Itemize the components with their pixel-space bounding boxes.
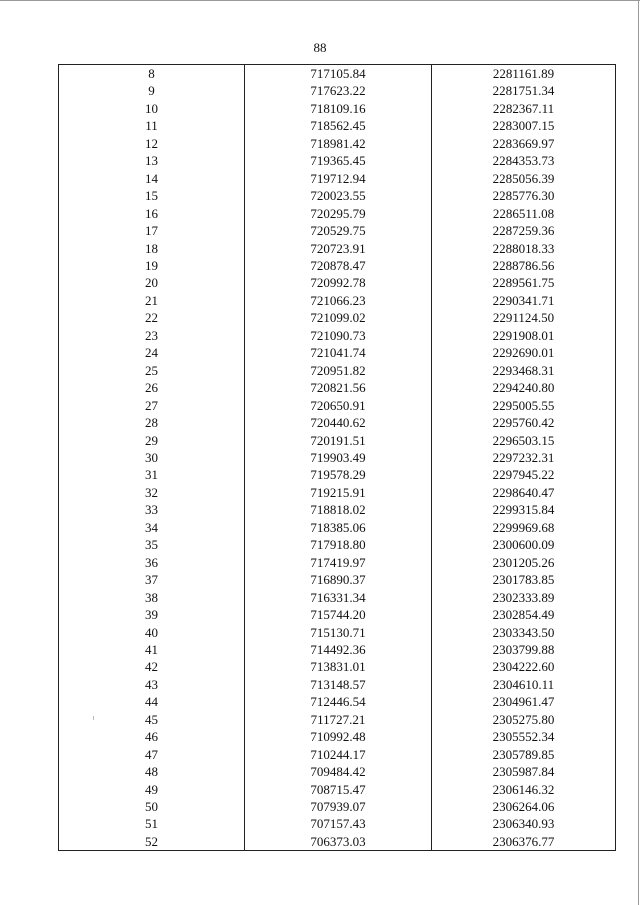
y-coordinate-cell: 2297945.22 — [432, 466, 616, 483]
x-coordinate-cell: 712446.54 — [245, 693, 432, 710]
point-number-cell: 13 — [59, 152, 245, 169]
point-number-cell: 30 — [59, 449, 245, 466]
y-coordinate-cell: 2306340.93 — [432, 815, 616, 832]
y-coordinate-cell: 2301205.26 — [432, 554, 616, 571]
point-number-cell: 14 — [59, 170, 245, 187]
x-coordinate-cell: 720529.75 — [245, 222, 432, 239]
point-number-cell: 16 — [59, 205, 245, 222]
point-number-cell: 45 — [59, 711, 245, 728]
point-number-cell: 8 — [59, 65, 245, 83]
y-coordinate-cell: 2297232.31 — [432, 449, 616, 466]
x-coordinate-cell: 720992.78 — [245, 274, 432, 291]
table-row — [59, 833, 616, 851]
table-row — [59, 641, 616, 658]
x-coordinate-cell: 707157.43 — [245, 815, 432, 832]
x-coordinate-cell: 719903.49 — [245, 449, 432, 466]
table-row — [59, 135, 616, 152]
y-coordinate-cell: 2304961.47 — [432, 693, 616, 710]
x-coordinate-cell: 708715.47 — [245, 781, 432, 798]
table-row — [59, 432, 616, 449]
point-number-cell: 23 — [59, 327, 245, 344]
x-coordinate-cell: 719578.29 — [245, 466, 432, 483]
x-coordinate-cell: 721090.73 — [245, 327, 432, 344]
y-coordinate-cell: 2282367.11 — [432, 100, 616, 117]
x-coordinate-cell: 709484.42 — [245, 763, 432, 780]
x-coordinate-cell: 711727.21 — [245, 711, 432, 728]
point-number-cell: 44 — [59, 693, 245, 710]
point-number-cell: 42 — [59, 658, 245, 675]
y-coordinate-cell: 2288018.33 — [432, 240, 616, 257]
point-number-cell: 28 — [59, 414, 245, 431]
table-row — [59, 624, 616, 641]
x-coordinate-cell: 718818.02 — [245, 501, 432, 518]
y-coordinate-cell: 2284353.73 — [432, 152, 616, 169]
y-coordinate-cell: 2288786.56 — [432, 257, 616, 274]
x-coordinate-cell: 718109.16 — [245, 100, 432, 117]
y-coordinate-cell: 2291124.50 — [432, 309, 616, 326]
table-row — [59, 589, 616, 606]
x-coordinate-cell: 715130.71 — [245, 624, 432, 641]
y-coordinate-cell: 2285056.39 — [432, 170, 616, 187]
x-coordinate-cell: 710244.17 — [245, 746, 432, 763]
table-row — [59, 170, 616, 187]
x-coordinate-cell: 719365.45 — [245, 152, 432, 169]
table-row — [59, 466, 616, 483]
y-coordinate-cell: 2295005.55 — [432, 397, 616, 414]
table-row — [59, 658, 616, 675]
point-number-cell: 12 — [59, 135, 245, 152]
point-number-cell: 32 — [59, 484, 245, 501]
y-coordinate-cell: 2305987.84 — [432, 763, 616, 780]
x-coordinate-cell: 720951.82 — [245, 362, 432, 379]
x-coordinate-cell: 719712.94 — [245, 170, 432, 187]
x-coordinate-cell: 720295.79 — [245, 205, 432, 222]
point-number-cell: 21 — [59, 292, 245, 309]
y-coordinate-cell: 2306376.77 — [432, 833, 616, 851]
table-row — [59, 763, 616, 780]
x-coordinate-cell: 715744.20 — [245, 606, 432, 623]
table-row — [59, 746, 616, 763]
y-coordinate-cell: 2283669.97 — [432, 135, 616, 152]
table-row — [59, 693, 616, 710]
y-coordinate-cell: 2302333.89 — [432, 589, 616, 606]
x-coordinate-cell: 720440.62 — [245, 414, 432, 431]
point-number-cell: 40 — [59, 624, 245, 641]
x-coordinate-cell: 720878.47 — [245, 257, 432, 274]
x-coordinate-cell: 717105.84 — [245, 65, 432, 83]
point-number-cell: 31 — [59, 466, 245, 483]
point-number-cell: 47 — [59, 746, 245, 763]
point-number-cell: 27 — [59, 397, 245, 414]
table-row — [59, 117, 616, 134]
y-coordinate-cell: 2300600.09 — [432, 536, 616, 553]
point-number-cell: 33 — [59, 501, 245, 518]
point-number-cell: 35 — [59, 536, 245, 553]
point-number-cell: 9 — [59, 82, 245, 99]
point-number-cell: 39 — [59, 606, 245, 623]
coordinate-table-container — [58, 64, 615, 851]
y-coordinate-cell: 2286511.08 — [432, 205, 616, 222]
x-coordinate-cell: 713148.57 — [245, 676, 432, 693]
point-number-cell: 37 — [59, 571, 245, 588]
table-row — [59, 554, 616, 571]
point-number-cell: 11 — [59, 117, 245, 134]
x-coordinate-cell: 721041.74 — [245, 344, 432, 361]
y-coordinate-cell: 2290341.71 — [432, 292, 616, 309]
point-number-cell: 10 — [59, 100, 245, 117]
x-coordinate-cell: 721066.23 — [245, 292, 432, 309]
table-row — [59, 65, 616, 83]
y-coordinate-cell: 2292690.01 — [432, 344, 616, 361]
y-coordinate-cell: 2285776.30 — [432, 187, 616, 204]
x-coordinate-cell: 720821.56 — [245, 379, 432, 396]
y-coordinate-cell: 2281161.89 — [432, 65, 616, 83]
table-row — [59, 728, 616, 745]
point-number-cell: 50 — [59, 798, 245, 815]
x-coordinate-cell: 707939.07 — [245, 798, 432, 815]
page-edge-top — [0, 0, 640, 1]
y-coordinate-cell: 2303343.50 — [432, 624, 616, 641]
point-number-cell: 24 — [59, 344, 245, 361]
table-row — [59, 397, 616, 414]
coordinate-table — [58, 64, 616, 851]
x-coordinate-cell: 717918.80 — [245, 536, 432, 553]
x-coordinate-cell: 721099.02 — [245, 309, 432, 326]
point-number-cell: 41 — [59, 641, 245, 658]
table-row — [59, 414, 616, 431]
table-row — [59, 571, 616, 588]
table-row — [59, 798, 616, 815]
x-coordinate-cell: 720723.91 — [245, 240, 432, 257]
x-coordinate-cell: 720650.91 — [245, 397, 432, 414]
y-coordinate-cell: 2291908.01 — [432, 327, 616, 344]
y-coordinate-cell: 2293468.31 — [432, 362, 616, 379]
page-edge-right — [638, 0, 639, 905]
point-number-cell: 43 — [59, 676, 245, 693]
table-row — [59, 484, 616, 501]
table-row — [59, 519, 616, 536]
table-row — [59, 344, 616, 361]
y-coordinate-cell: 2299969.68 — [432, 519, 616, 536]
point-number-cell: 52 — [59, 833, 245, 851]
table-row — [59, 449, 616, 466]
x-coordinate-cell: 717419.97 — [245, 554, 432, 571]
x-coordinate-cell: 720191.51 — [245, 432, 432, 449]
scan-speck — [93, 716, 94, 720]
table-row — [59, 292, 616, 309]
y-coordinate-cell: 2306146.32 — [432, 781, 616, 798]
table-row — [59, 100, 616, 117]
x-coordinate-cell: 720023.55 — [245, 187, 432, 204]
point-number-cell: 46 — [59, 728, 245, 745]
y-coordinate-cell: 2289561.75 — [432, 274, 616, 291]
y-coordinate-cell: 2302854.49 — [432, 606, 616, 623]
y-coordinate-cell: 2305552.34 — [432, 728, 616, 745]
table-row — [59, 152, 616, 169]
table-row — [59, 711, 616, 728]
table-row — [59, 379, 616, 396]
table-row — [59, 309, 616, 326]
x-coordinate-cell: 717623.22 — [245, 82, 432, 99]
x-coordinate-cell: 713831.01 — [245, 658, 432, 675]
y-coordinate-cell: 2296503.15 — [432, 432, 616, 449]
table-row — [59, 274, 616, 291]
y-coordinate-cell: 2298640.47 — [432, 484, 616, 501]
point-number-cell: 38 — [59, 589, 245, 606]
point-number-cell: 51 — [59, 815, 245, 832]
x-coordinate-cell: 718562.45 — [245, 117, 432, 134]
point-number-cell: 18 — [59, 240, 245, 257]
table-row — [59, 257, 616, 274]
table-row — [59, 82, 616, 99]
x-coordinate-cell: 716890.37 — [245, 571, 432, 588]
y-coordinate-cell: 2283007.15 — [432, 117, 616, 134]
coordinate-table-body — [59, 65, 616, 851]
table-row — [59, 362, 616, 379]
point-number-cell: 36 — [59, 554, 245, 571]
point-number-cell: 26 — [59, 379, 245, 396]
point-number-cell: 19 — [59, 257, 245, 274]
y-coordinate-cell: 2305275.80 — [432, 711, 616, 728]
y-coordinate-cell: 2295760.42 — [432, 414, 616, 431]
table-row — [59, 676, 616, 693]
point-number-cell: 25 — [59, 362, 245, 379]
point-number-cell: 22 — [59, 309, 245, 326]
y-coordinate-cell: 2303799.88 — [432, 641, 616, 658]
y-coordinate-cell: 2301783.85 — [432, 571, 616, 588]
y-coordinate-cell: 2304610.11 — [432, 676, 616, 693]
page-number: 88 — [313, 40, 327, 55]
table-row — [59, 205, 616, 222]
point-number-cell: 29 — [59, 432, 245, 449]
point-number-cell: 34 — [59, 519, 245, 536]
table-row — [59, 781, 616, 798]
y-coordinate-cell: 2306264.06 — [432, 798, 616, 815]
x-coordinate-cell: 710992.48 — [245, 728, 432, 745]
point-number-cell: 17 — [59, 222, 245, 239]
table-row — [59, 327, 616, 344]
y-coordinate-cell: 2281751.34 — [432, 82, 616, 99]
point-number-cell: 15 — [59, 187, 245, 204]
y-coordinate-cell: 2294240.80 — [432, 379, 616, 396]
table-row — [59, 222, 616, 239]
point-number-cell: 49 — [59, 781, 245, 798]
x-coordinate-cell: 718385.06 — [245, 519, 432, 536]
table-row — [59, 501, 616, 518]
table-row — [59, 187, 616, 204]
table-row — [59, 240, 616, 257]
y-coordinate-cell: 2299315.84 — [432, 501, 616, 518]
table-row — [59, 536, 616, 553]
point-number-cell: 20 — [59, 274, 245, 291]
y-coordinate-cell: 2287259.36 — [432, 222, 616, 239]
table-row — [59, 606, 616, 623]
x-coordinate-cell: 716331.34 — [245, 589, 432, 606]
table-row — [59, 815, 616, 832]
x-coordinate-cell: 719215.91 — [245, 484, 432, 501]
y-coordinate-cell: 2304222.60 — [432, 658, 616, 675]
x-coordinate-cell: 706373.03 — [245, 833, 432, 851]
y-coordinate-cell: 2305789.85 — [432, 746, 616, 763]
x-coordinate-cell: 714492.36 — [245, 641, 432, 658]
x-coordinate-cell: 718981.42 — [245, 135, 432, 152]
point-number-cell: 48 — [59, 763, 245, 780]
